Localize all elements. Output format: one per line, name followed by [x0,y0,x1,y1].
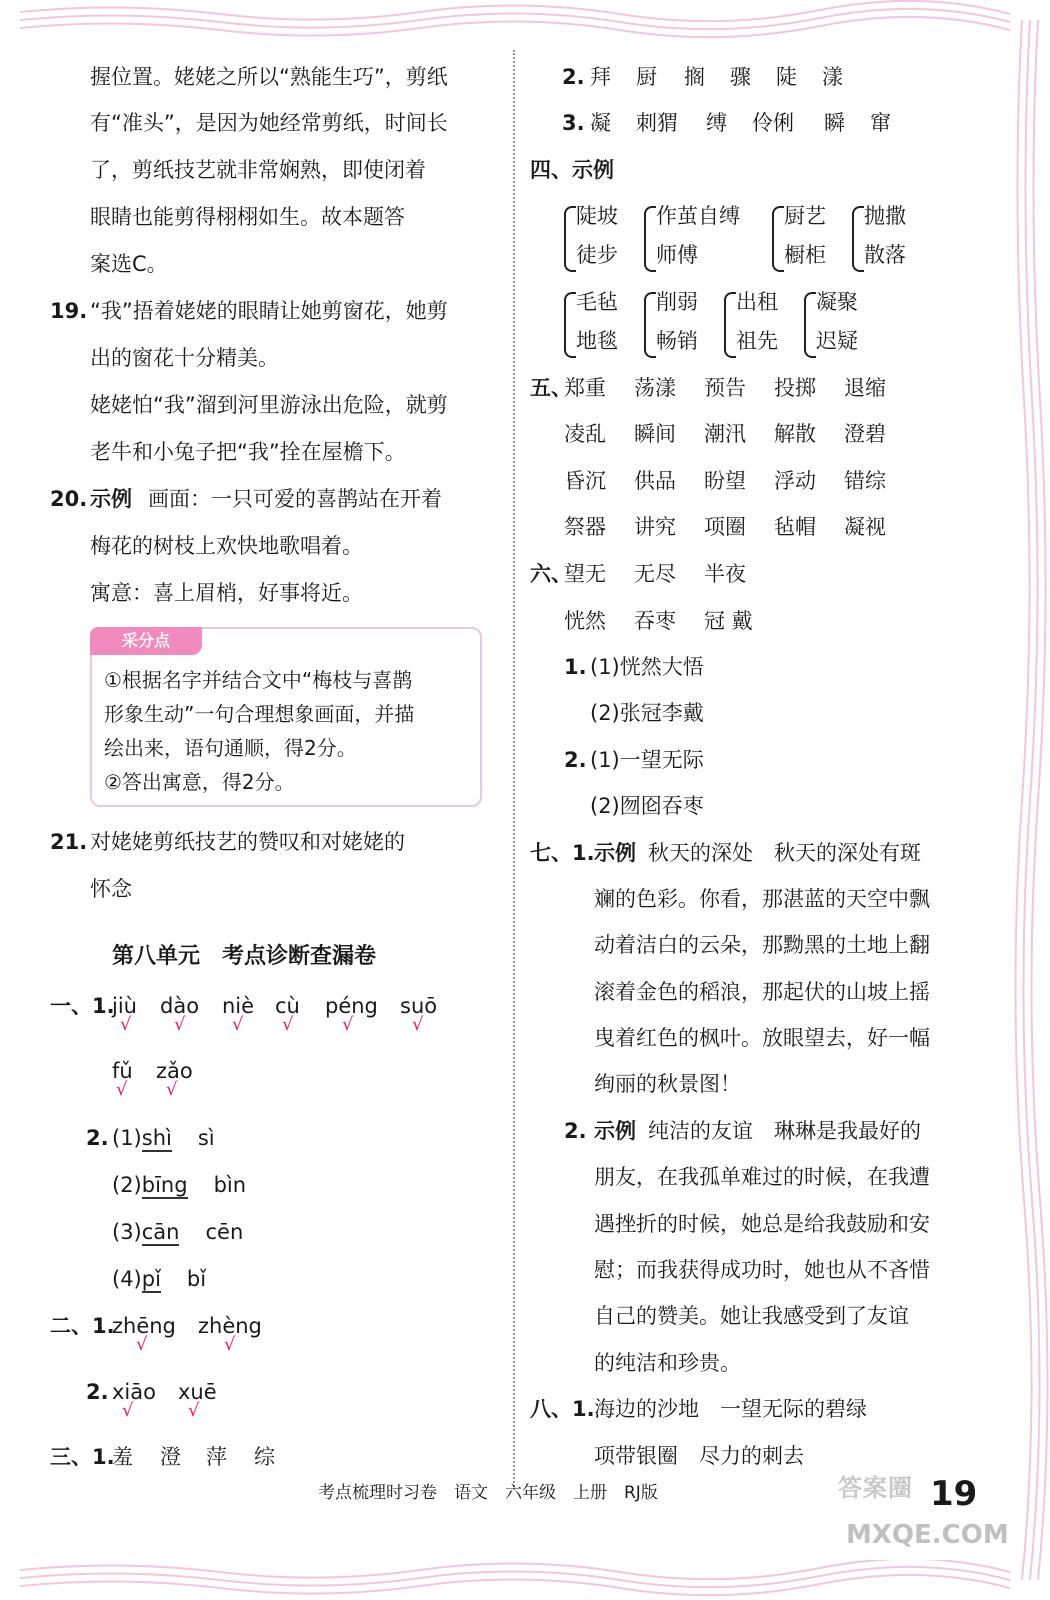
word-item: 错综 [844,469,886,493]
pinyin-item: dào [160,994,200,1018]
correct-pinyin: pǐ [141,1267,161,1291]
text-line: 眼睛也能剪得栩栩如生。故本题答 [90,205,405,229]
column-divider [513,50,515,1490]
correct-pinyin: cān [141,1220,180,1244]
word-item: 吞枣 [634,609,676,633]
text-line: 握位置。姥姥之所以“熟能生巧”，剪纸 [90,65,448,89]
correct-pinyin: shì [141,1126,172,1150]
word-item: 刺猬 [636,111,678,135]
answer-line: (2)张冠李戴 [590,701,704,725]
text-line: “我”捂着姥姥的眼睛让她剪窗花，她剪 [90,299,448,323]
text-line: 老牛和小兔子把“我”拴在屋檐下。 [90,440,406,464]
pinyin-item: jiù [112,994,137,1018]
brace [804,292,816,358]
text-line: 寓意：喜上眉梢，好事将近。 [90,581,363,605]
other-pinyin: bìn [213,1173,247,1197]
pinyin-item: fǔ [112,1059,133,1083]
brace [644,206,656,272]
other-pinyin: bǐ [186,1267,207,1291]
section-label: 六、 [530,562,572,586]
question-label: 2. [564,1119,587,1143]
text-line: 朋友，在我孤单难过的时候，在我遭 [594,1165,930,1189]
word-item: 厨 [636,65,657,89]
answer-line: (2)囫囵吞枣 [590,794,704,818]
text-line: 自己的赞美。她让我感受到了友谊 [594,1304,909,1328]
text-line: 画面：一只可爱的喜鹊站在开着 [148,487,442,511]
check-mark: √ [136,1334,148,1355]
section-label: 二、1. [50,1314,115,1338]
word-item: 凝聚 [816,290,858,314]
word-item: 削弱 [656,290,698,314]
text-line: 遇挫折的时候，她总是给我鼓励和安 [594,1212,930,1236]
text-line: 出的窗花十分精美。 [90,346,279,370]
brace [564,292,576,358]
word-item: 冠 戴 [704,609,753,633]
example-label: 示例 [594,1119,636,1143]
check-mark: √ [122,1400,134,1421]
text-line: 滚着金色的稻浪，那起伏的山坡上摇 [594,980,930,1004]
word-item: 师傅 [656,243,698,267]
word-item: 讲究 [634,515,676,539]
scoring-tip-box [90,627,482,807]
section-label: 八、1. [530,1397,595,1421]
choice-num: (2) [112,1173,142,1197]
answer-line: (1)恍然大悟 [590,655,704,679]
text-line: 秋天的深处 秋天的深处有斑 [648,841,921,865]
pinyin-item: suō [400,994,438,1018]
unit-title: 第八单元 考点诊断查漏卷 [112,944,377,969]
check-mark: √ [188,1400,200,1421]
other-pinyin: cēn [205,1220,244,1244]
word-item: 毡帽 [774,515,816,539]
tip-line: 形象生动”一句合理想象画面，并描 [104,702,415,726]
pinyin-item: zǎo [156,1059,193,1083]
brace [564,206,576,272]
other-pinyin: sì [197,1126,215,1150]
text-line: 梅花的树枝上欢快地歌唱着。 [90,534,363,558]
word-item: 潮汛 [704,422,746,446]
word-item: 解散 [774,422,816,446]
section-label: 三、1. [50,1445,115,1469]
section-label: 一、1. [50,994,115,1018]
question-label: 2. [86,1126,109,1150]
pinyin-item: xuē [178,1380,217,1404]
word-item: 缚 [706,111,727,135]
word-item: 预告 [704,376,746,400]
word-item: 地毯 [576,329,618,353]
word-item: 荡漾 [634,376,676,400]
word-item: 恍然 [564,609,606,633]
word-item: 澄 [160,1445,181,1469]
text-line: 斓的色彩。你看，那湛蓝的天空中飘 [594,887,930,911]
example-label: 示例 [90,487,132,511]
word-item: 作茧自缚 [656,204,740,228]
watermark-logo: 答案圈 [838,1474,913,1502]
pinyin-choice-row [112,1266,206,1292]
pinyin-item: cù [275,994,300,1018]
word-item: 昏沉 [564,469,606,493]
question-number-20: 20. [50,487,88,511]
check-mark: √ [116,1079,128,1100]
check-mark: √ [282,1014,294,1035]
word-item: 迟疑 [816,329,858,353]
check-mark: √ [166,1079,178,1100]
section-label: 五、 [530,376,572,400]
brace [724,292,736,358]
word-item: 骤 [730,65,751,89]
word-item: 供品 [634,469,676,493]
word-item: 凌乱 [564,422,606,446]
text-line: 的纯洁和珍贵。 [594,1351,741,1375]
brace [772,206,784,272]
section-label: 四、示例 [530,158,614,182]
example-label: 示例 [594,841,636,865]
word-item: 漾 [822,65,843,89]
question-label: 2. [562,65,585,89]
check-mark: √ [120,1014,132,1035]
word-item: 浮动 [774,469,816,493]
bottom-wave-border [0,1560,1050,1600]
top-wave-border [0,0,1050,40]
text-line: 曳着红色的枫叶。放眼望去，好一幅 [594,1026,930,1050]
text-line: 案选C。 [90,252,168,276]
tip-line: ①根据名字并结合文中“梅枝与喜鹊 [104,668,413,692]
tip-line: ②答出寓意，得2分。 [104,770,295,794]
word-item: 盼望 [704,469,746,493]
word-item: 徒步 [576,243,618,267]
text-line: 了，剪纸技艺就非常娴熟，即使闭着 [90,158,426,182]
choice-num: (4) [112,1267,142,1291]
scoring-tip-tag: 采分点 [90,627,202,655]
text-line: 慰；而我获得成功时，她也从不吝惜 [594,1258,930,1282]
choice-num: (1) [112,1126,142,1150]
word-item: 综 [254,1445,275,1469]
check-mark: √ [174,1014,186,1035]
word-item: 萍 [206,1445,227,1469]
check-mark: √ [342,1014,354,1035]
text-line: 海边的沙地 一望无际的碧绿 [594,1397,867,1421]
pinyin-item: zhēng [112,1314,176,1338]
word-item: 毛毡 [576,290,618,314]
section-label: 七、1. [530,841,595,865]
pinyin-choice-row [112,1219,243,1245]
text-line: 姥姥怕“我”溜到河里游泳出危险，就剪 [90,393,448,417]
word-item: 无尽 [634,562,676,586]
question-label: 2. [86,1380,109,1404]
tip-line: 绘出来，语句通顺，得2分。 [104,736,357,760]
text-line: 项带银圈 尽力的刺去 [594,1444,804,1468]
word-item: 橱柜 [784,243,826,267]
word-item: 退缩 [844,376,886,400]
question-label: 2. [564,748,587,772]
text-line: 动着洁白的云朵，那黝黑的土地上翻 [594,933,930,957]
text-line: 有“准头”，是因为她经常剪纸，时间长 [90,111,448,135]
word-item: 凝视 [844,515,886,539]
correct-pinyin: bīng [141,1173,188,1197]
brace [852,206,864,272]
question-number-21: 21. [50,830,88,854]
check-mark: √ [224,1334,236,1355]
word-item: 畅销 [656,329,698,353]
word-item: 搁 [684,65,705,89]
word-item: 厨艺 [784,204,826,228]
word-item: 项圈 [704,515,746,539]
pinyin-item: niè [222,994,255,1018]
pinyin-choice-row [112,1172,246,1198]
word-item: 瞬 [824,111,845,135]
word-item: 陡 [776,65,797,89]
word-item: 投掷 [774,376,816,400]
page-number: 19 [930,1474,978,1514]
pinyin-item: xiāo [112,1380,156,1404]
watermark-url: MXQE.COM [846,1520,1009,1550]
answer-line: (1)一望无际 [590,748,704,772]
word-item: 抛撒 [864,204,906,228]
question-label: 3. [562,111,585,135]
word-item: 凝 [590,111,611,135]
word-item: 郑重 [564,376,606,400]
word-item: 窜 [870,111,891,135]
pinyin-item: zhèng [198,1314,262,1338]
word-item: 望无 [564,562,606,586]
brace [644,292,656,358]
word-item: 散落 [864,243,906,267]
word-item: 拜 [590,65,611,89]
word-item: 伶俐 [752,111,794,135]
text-line: 怀念 [90,877,132,901]
word-item: 祭器 [564,515,606,539]
pinyin-choice-row [112,1125,215,1151]
word-item: 瞬间 [634,422,676,446]
text-line: 绚丽的秋景图！ [594,1072,741,1096]
word-item: 陡坡 [576,204,618,228]
word-item: 羞 [112,1445,133,1469]
check-mark: √ [412,1014,424,1035]
question-label: 1. [564,655,587,679]
check-mark: √ [232,1014,244,1035]
word-item: 澄碧 [844,422,886,446]
page-footer: 考点梳理时习卷 语文 六年级 上册 RJ版 [318,1483,658,1503]
pinyin-item: péng [325,994,378,1018]
text-line: 纯洁的友谊 琳琳是我最好的 [648,1119,921,1143]
word-item: 祖先 [736,329,778,353]
right-wave-border [1010,0,1050,1600]
word-item: 半夜 [704,562,746,586]
word-item: 出租 [736,290,778,314]
question-number-19: 19. [50,299,88,323]
choice-num: (3) [112,1220,142,1244]
text-line: 对姥姥剪纸技艺的赞叹和对姥姥的 [90,830,405,854]
